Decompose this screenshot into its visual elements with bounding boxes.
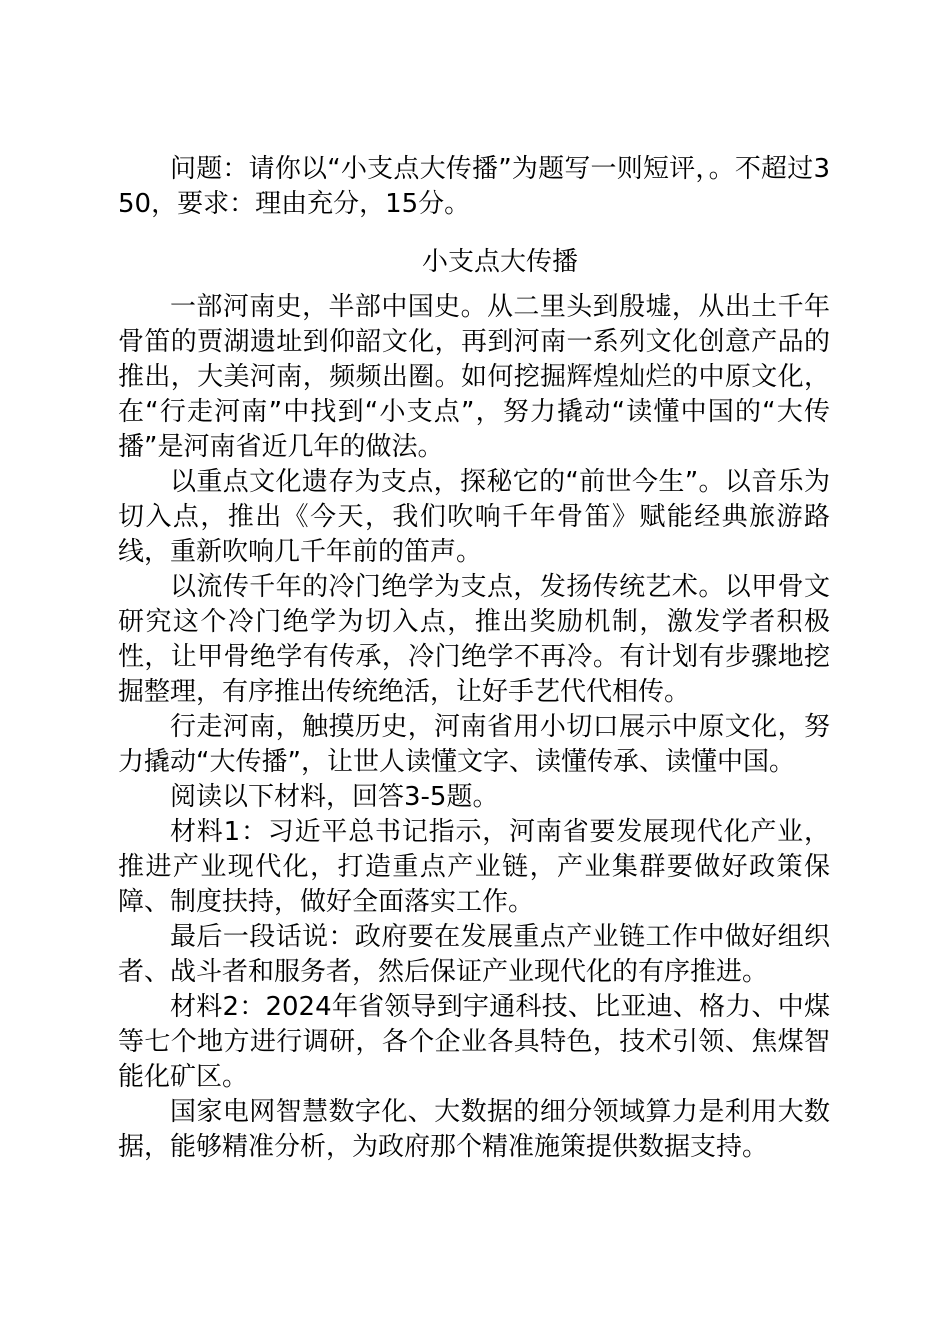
- material-paragraph-3: 材料2：2024年省领导到宇通科技、比亚迪、格力、中煤等七个地方进行调研，各个企业各具特色，技术引领、焦煤智能化矿区。: [118, 992, 830, 1092]
- essay-paragraph-3: 以流传千年的冷门绝学为支点，发扬传统艺术。以甲骨文研究这个冷门绝学为切入点，推出奖励机制，激发学者积极性，让甲骨绝学有传承，冷门绝学不再冷。有计划有步骤地挖掘整理，有序推出传统绝活，让好手艺代代相传。: [118, 572, 830, 707]
- material-paragraph-4: 国家电网智慧数字化、大数据的细分领域算力是利用大数据，能够精准分析，为政府那个精准施策提供数据支持。: [118, 1097, 830, 1162]
- document-page: [118, 152, 830, 1165]
- essay-paragraph-4: 行走河南，触摸历史，河南省用小切口展示中原文化，努力撬动“大传播”，让世人读懂文字、读懂传承、读懂中国。: [118, 712, 830, 777]
- material-paragraph-1: 材料1：习近平总书记指示，河南省要发展现代化产业，推进产业现代化，打造重点产业链，产业集群要做好政策保障、制度扶持，做好全面落实工作。: [118, 817, 830, 917]
- question-paragraph: 问题：请你以“小支点大传播”为题写一则短评，。不超过350，要求：理由充分，15分。: [118, 154, 830, 219]
- essay-title: 小支点大传播: [421, 247, 578, 277]
- essay-paragraph-2: 以重点文化遗存为支点，探秘它的“前世今生”。以音乐为切入点，推出《今天，我们吹响千年骨笛》赋能经典旅游路线，重新吹响几千年前的笛声。: [118, 467, 830, 567]
- material-paragraph-2: 最后一段话说：政府要在发展重点产业链工作中做好组织者、战斗者和服务者，然后保证产业现代化的有序推进。: [118, 922, 830, 987]
- essay-paragraph-1: 一部河南史，半部中国史。从二里头到殷墟，从出土千年骨笛的贾湖遗址到仰韶文化，再到河南一系列文化创意产品的推出，大美河南，频频出圈。如何挖掘辉煌灿烂的中原文化，在“行走河南”中找到“小支点”，努力撬动“读懂中国的“大传播”是河南省近几年的做法。: [118, 292, 830, 462]
- materials-intro: 阅读以下材料，回答3-5题。: [170, 782, 499, 812]
